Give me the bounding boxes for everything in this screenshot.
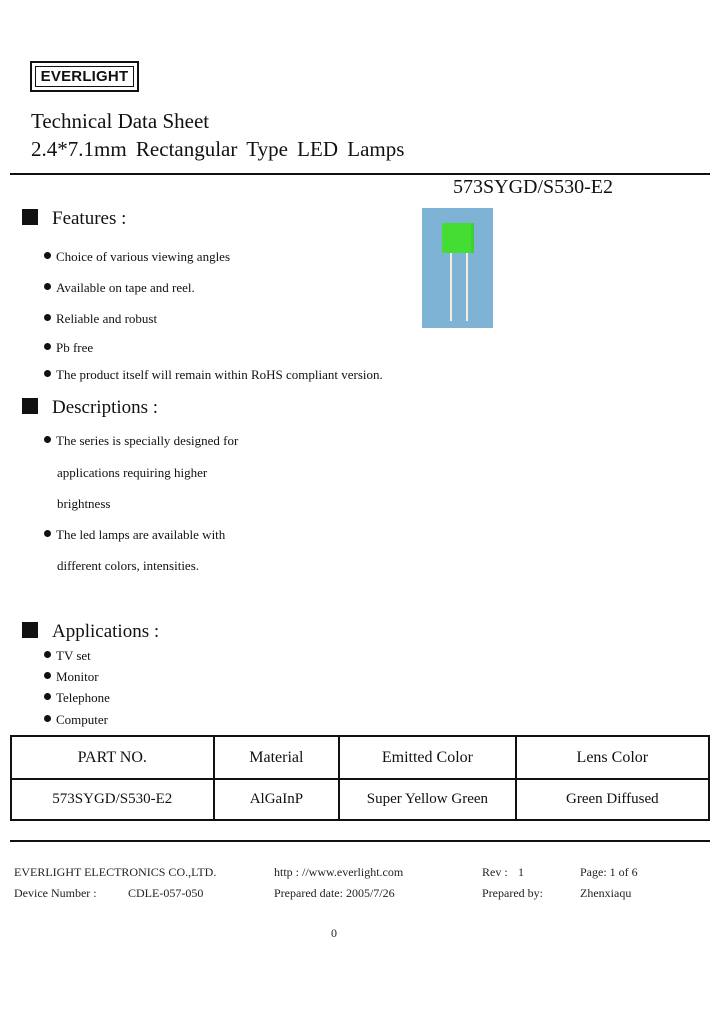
bullet-icon — [44, 314, 51, 321]
table-header-cell: Emitted Color — [339, 736, 515, 779]
header-divider — [10, 173, 710, 175]
bullet-icon — [44, 283, 51, 290]
led-lead-right — [466, 253, 468, 321]
bullet-icon — [44, 715, 51, 722]
footer-page: Page: 1 of 6 — [580, 865, 638, 879]
bullet-icon — [44, 343, 51, 350]
footer-prepared-date: Prepared date: 2005/7/26 — [274, 886, 395, 900]
table-header-row — [11, 736, 709, 779]
description-text: The series is specially designed for — [56, 433, 239, 448]
led-lens — [442, 223, 474, 253]
table-header-cell: Lens Color — [516, 736, 709, 779]
feature-item — [44, 280, 195, 296]
description-line: applications requiring higher — [57, 465, 208, 480]
page-number: 0 — [331, 926, 337, 940]
table-row — [11, 779, 709, 820]
features-heading-label: Features : — [52, 208, 127, 229]
document-subtitle: 2.4*7.1mm Rectangular Type LED Lamps — [31, 137, 405, 161]
bullet-icon — [44, 370, 51, 377]
feature-item-text: Pb free — [56, 340, 94, 355]
bullet-icon — [44, 252, 51, 259]
led-lead-left — [450, 253, 452, 321]
applications-heading — [22, 621, 159, 643]
footer-url: http : //www.everlight.com — [274, 865, 404, 879]
application-text: Monitor — [56, 669, 99, 684]
application-item — [44, 690, 110, 706]
description-line — [44, 527, 225, 543]
footer-prepared-by-value: Zhenxiaqu — [580, 886, 632, 900]
feature-item-text: The product itself will remain within RoHS compliant version. — [56, 367, 383, 382]
bullet-icon — [44, 436, 51, 443]
footer-prepared-by-label: Prepared by: — [482, 886, 543, 900]
feature-item-text: Available on tape and reel. — [56, 280, 195, 295]
footer-rev-label: Rev : — [482, 865, 508, 879]
application-item — [44, 669, 99, 685]
logo-text: EVERLIGHT — [35, 66, 134, 87]
table-cell: Super Yellow Green — [339, 779, 515, 820]
footer-company: EVERLIGHT ELECTRONICS CO.,LTD. — [14, 865, 217, 879]
application-item — [44, 712, 108, 728]
feature-item — [44, 340, 93, 356]
description-line: different colors, intensities. — [57, 558, 200, 573]
table-cell: AlGaInP — [214, 779, 340, 820]
feature-item — [44, 311, 157, 327]
feature-item-text: Choice of various viewing angles — [56, 249, 231, 264]
feature-item — [44, 367, 383, 383]
applications-heading-label: Applications : — [52, 621, 160, 642]
descriptions-heading-label: Descriptions : — [52, 397, 159, 418]
table-header-cell: Material — [214, 736, 340, 779]
product-photo — [422, 208, 493, 328]
features-heading — [22, 208, 126, 230]
description-line: brightness — [57, 496, 111, 511]
application-text: TV set — [56, 648, 91, 663]
section-square-icon — [22, 622, 38, 638]
description-line — [44, 433, 238, 449]
description-text: The led lamps are available with — [56, 527, 226, 542]
footer-device-label: Device Number : — [14, 886, 97, 900]
bullet-icon — [44, 530, 51, 537]
feature-item — [44, 249, 230, 265]
footer-divider — [10, 840, 710, 842]
descriptions-heading — [22, 397, 158, 419]
feature-item-text: Reliable and robust — [56, 311, 158, 326]
application-text: Computer — [56, 712, 108, 727]
document-title: Technical Data Sheet — [31, 109, 210, 133]
everlight-logo — [30, 61, 139, 92]
table-cell: 573SYGD/S530-E2 — [11, 779, 214, 820]
application-item — [44, 648, 91, 664]
bullet-icon — [44, 693, 51, 700]
application-text: Telephone — [56, 690, 110, 705]
bullet-icon — [44, 672, 51, 679]
section-square-icon — [22, 398, 38, 414]
footer-device-value: CDLE-057-050 — [128, 886, 204, 900]
footer-rev-value: 1 — [518, 865, 524, 879]
part-number-heading: 573SYGD/S530-E2 — [453, 176, 614, 198]
table-cell: Green Diffused — [516, 779, 709, 820]
bullet-icon — [44, 651, 51, 658]
section-square-icon — [22, 209, 38, 225]
part-spec-table — [10, 735, 710, 821]
table-header-cell: PART NO. — [11, 736, 214, 779]
